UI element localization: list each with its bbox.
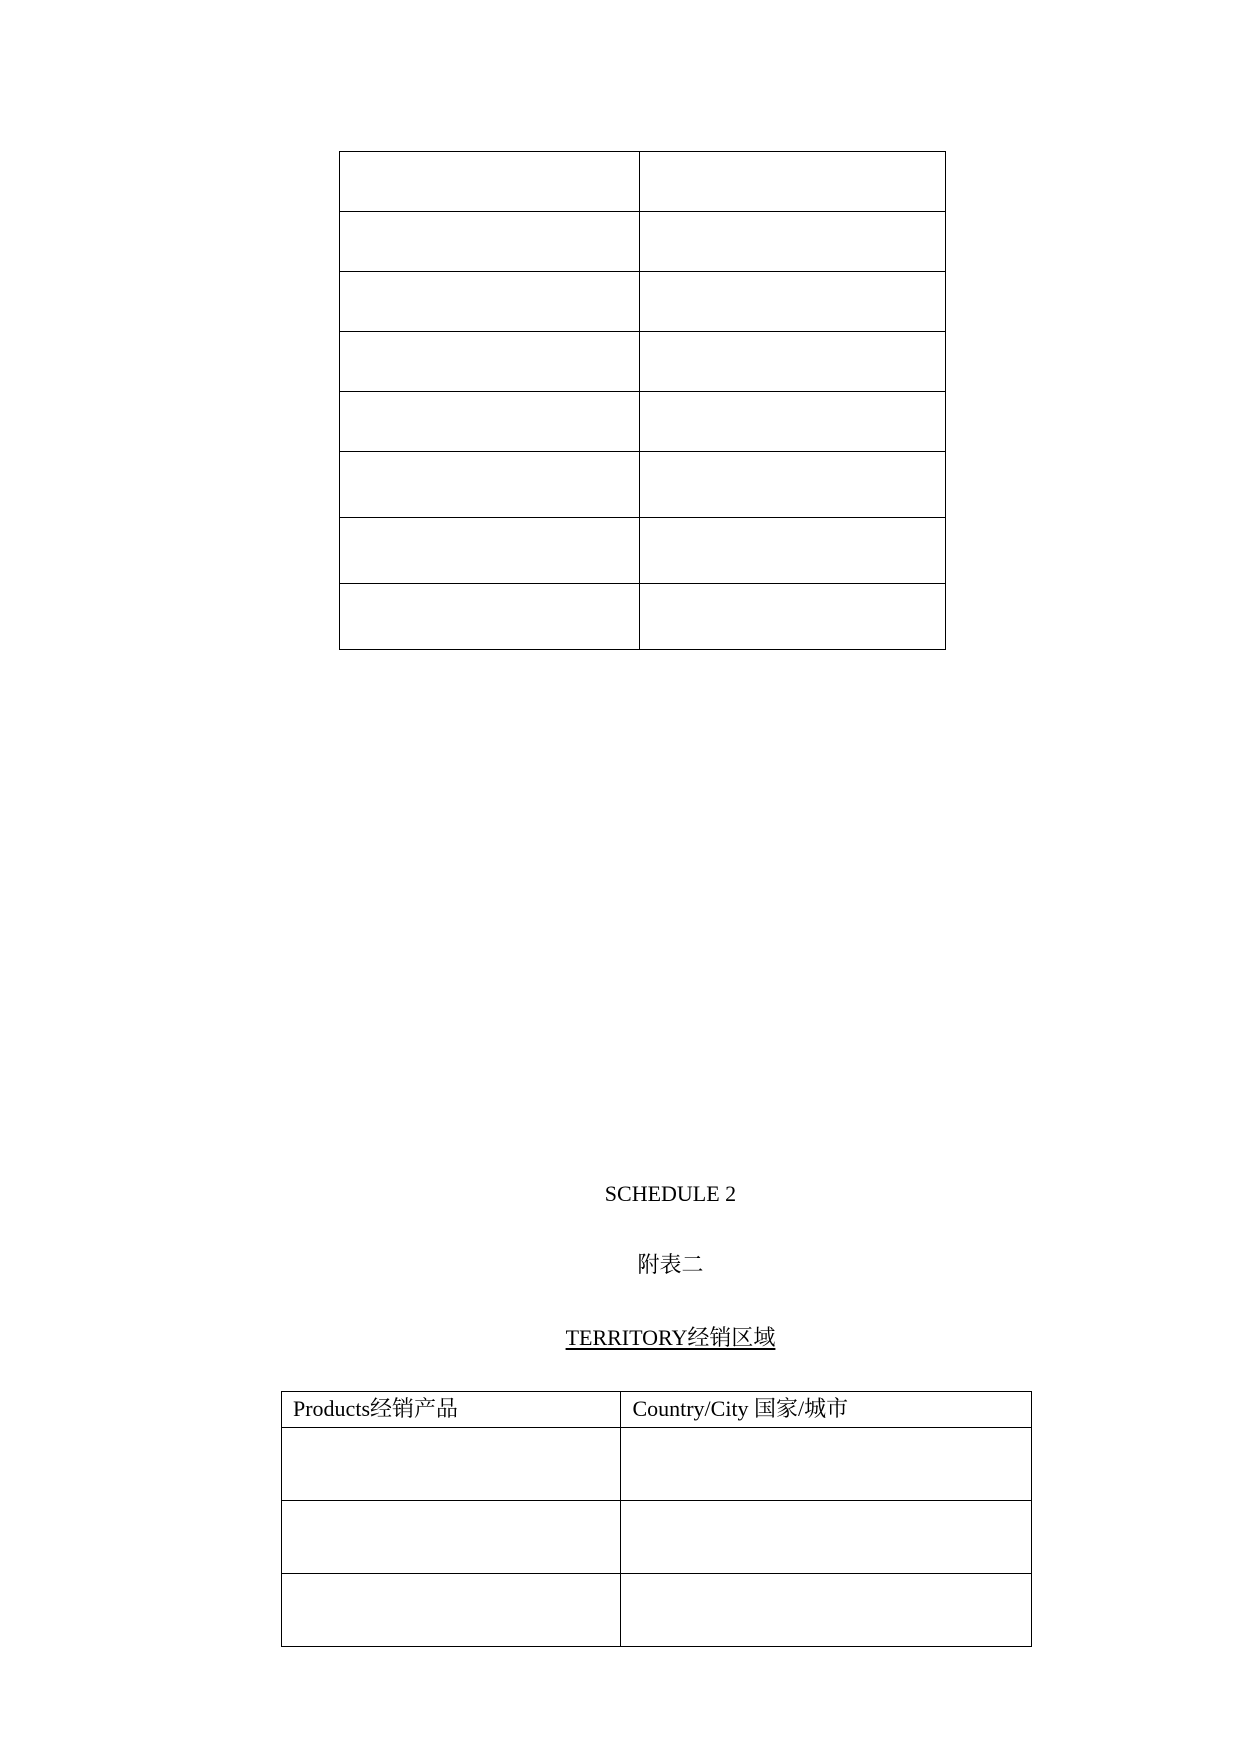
table-cell [340, 584, 640, 650]
table-cell [621, 1574, 1032, 1647]
table-row [340, 212, 946, 272]
table-cell [340, 518, 640, 584]
territory-heading-text: TERRITORY经销区域 [565, 1325, 776, 1350]
schedule-title: SCHEDULE 2 [604, 1181, 737, 1206]
table-row [340, 584, 946, 650]
table-cell [640, 152, 946, 212]
table-cell [340, 392, 640, 452]
table-row [282, 1574, 1032, 1647]
territory-heading [0, 1325, 1241, 1351]
table-header-row [282, 1392, 1032, 1428]
table-row [340, 152, 946, 212]
table-cell [640, 332, 946, 392]
table-cell [282, 1428, 621, 1501]
table-cell [340, 212, 640, 272]
table-cell [340, 272, 640, 332]
table-row [282, 1428, 1032, 1501]
table-cell [282, 1501, 621, 1574]
table-cell [621, 1428, 1032, 1501]
table-row [340, 452, 946, 518]
table-row [340, 272, 946, 332]
country-city-column-header: Country/City 国家/城市 [621, 1392, 1032, 1428]
table-cell [340, 332, 640, 392]
table-cell [640, 452, 946, 518]
table-row [282, 1501, 1032, 1574]
table-row [340, 518, 946, 584]
territory-table [281, 1391, 1032, 1647]
table-cell [340, 452, 640, 518]
table-cell [640, 212, 946, 272]
table-cell [282, 1574, 621, 1647]
table-cell [640, 392, 946, 452]
table-row [340, 332, 946, 392]
schedule-subtitle: 附表二 [637, 1252, 704, 1277]
table-cell [640, 584, 946, 650]
table-cell [640, 272, 946, 332]
table-row [340, 392, 946, 452]
products-column-header: Products经销产品 [282, 1392, 621, 1428]
table-cell [621, 1501, 1032, 1574]
table-cell [340, 152, 640, 212]
table-cell [640, 518, 946, 584]
blank-table [339, 151, 946, 650]
